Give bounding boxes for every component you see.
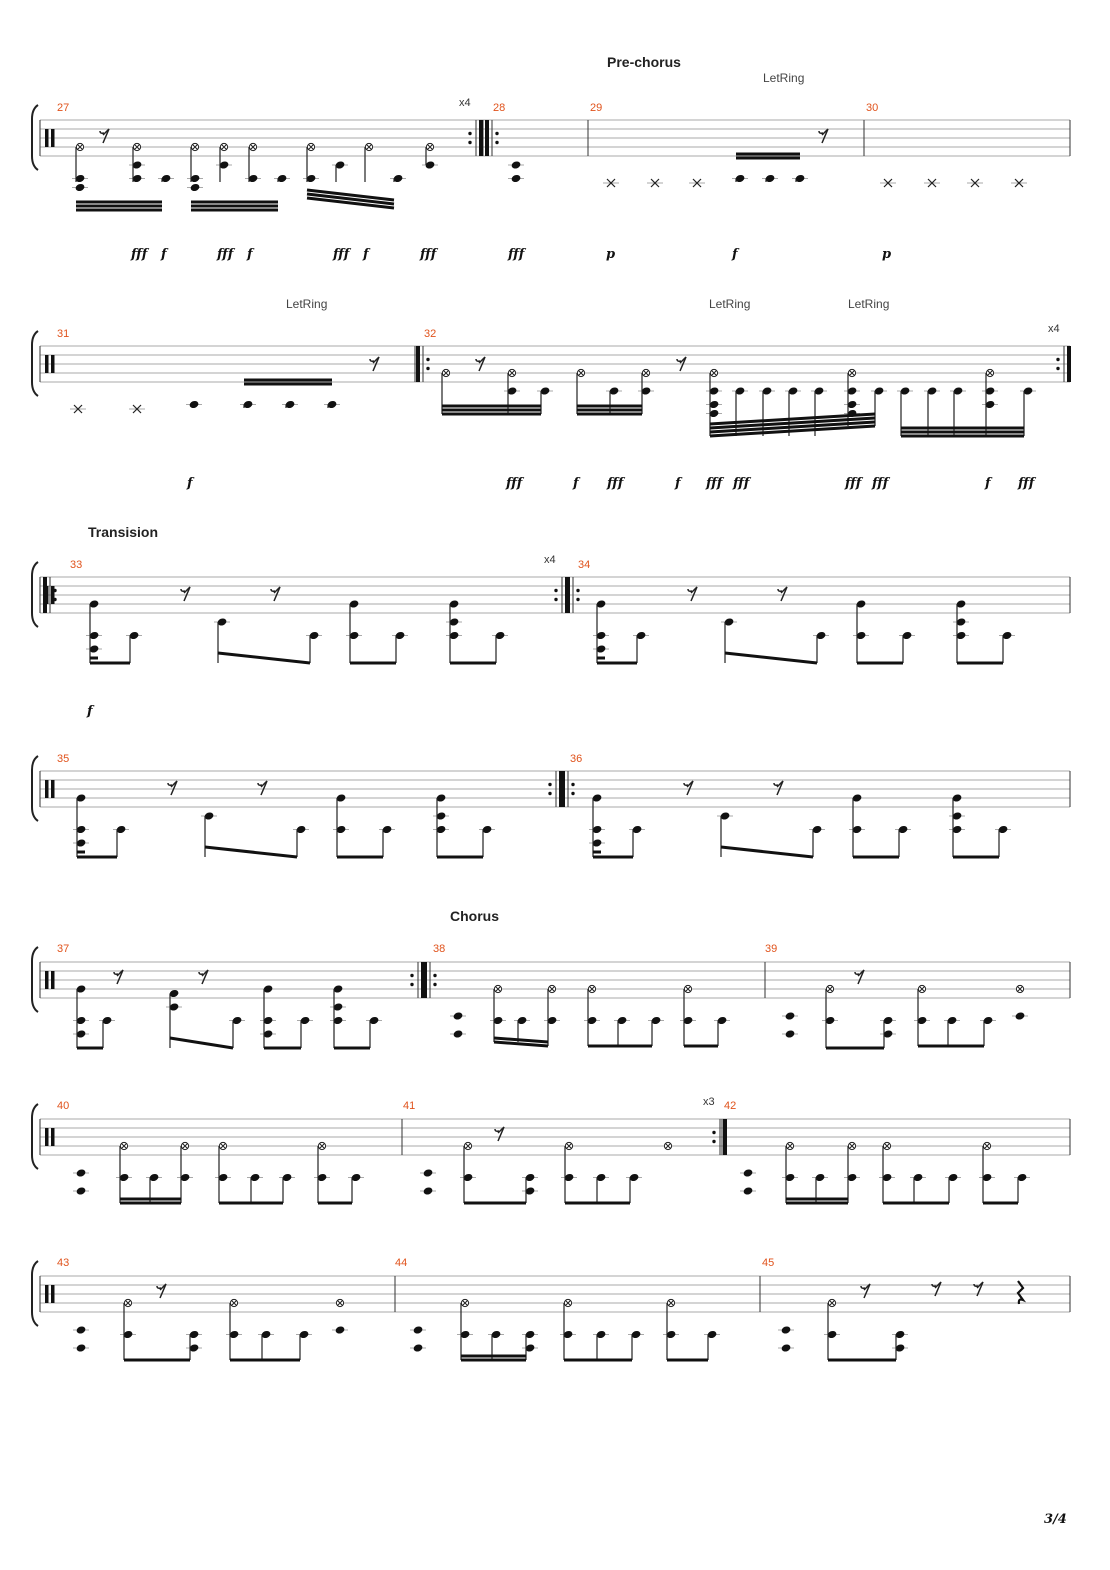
percussion-clef (45, 1285, 49, 1303)
dynamic-marking: fff (706, 476, 723, 491)
repeat-dot (576, 589, 579, 592)
repeat-dot (468, 132, 471, 135)
repeat-dot (712, 1140, 715, 1143)
repeat-thick-line (416, 346, 420, 382)
staff-system (32, 1104, 1070, 1169)
dynamic-marking: f (247, 247, 253, 262)
repeat-count: x4 (459, 97, 471, 109)
notehead (413, 1343, 424, 1352)
notehead (511, 160, 522, 169)
measure-number: 35 (57, 753, 70, 765)
repeat-count: x4 (1048, 323, 1060, 335)
notehead (423, 1186, 434, 1195)
system-bracket (32, 105, 38, 170)
sixteenth-rest (778, 587, 787, 601)
measure-number: 36 (570, 753, 583, 765)
dynamic-marking: p (882, 247, 892, 262)
dynamic-marking: fff (845, 476, 862, 491)
repeat-dot (53, 589, 56, 592)
notehead (76, 1168, 87, 1177)
dynamic-marking: fff (506, 476, 523, 491)
quarter-rest (1018, 1281, 1023, 1304)
system-bracket (32, 562, 38, 627)
measure-number: 44 (395, 1257, 408, 1269)
sixteenth-rest (774, 781, 783, 795)
dynamic-marking: f (732, 247, 738, 262)
dynamic-marking: f (573, 476, 579, 491)
repeat-dot (548, 792, 551, 795)
sixteenth-rest (199, 970, 208, 984)
percussion-clef (51, 586, 55, 604)
beam (721, 847, 813, 857)
staff-system (32, 562, 1070, 627)
measure-number: 33 (70, 559, 83, 571)
system-bracket (32, 331, 38, 396)
repeat-count: x4 (544, 554, 556, 566)
dynamics-row (130, 247, 891, 262)
page-number: 3/4 (1044, 1512, 1067, 1527)
staff-system (32, 947, 1070, 1012)
notehead (781, 1343, 792, 1352)
repeat-dot (712, 1131, 715, 1134)
repeat-count: x3 (703, 1096, 715, 1108)
measure-number: 31 (57, 328, 70, 340)
dynamic-marking: f (675, 476, 681, 491)
repeat-thick-line (423, 962, 427, 998)
measure-number: 29 (590, 102, 603, 114)
beam (205, 847, 297, 857)
letring-label: LetRing (848, 297, 890, 311)
dynamic-marking: fff (508, 247, 525, 262)
notes-layer (70, 129, 1036, 1360)
percussion-clef (45, 971, 49, 989)
notehead (75, 183, 86, 192)
repeat-dot (576, 598, 579, 601)
staff-system (32, 1261, 1070, 1326)
notehead (76, 1343, 87, 1352)
repeat-thick-line (43, 577, 47, 613)
sixteenth-rest (157, 1284, 166, 1298)
notehead (785, 1029, 796, 1038)
letring-label: LetRing (286, 297, 328, 311)
dynamic-marking: fff (872, 476, 889, 491)
notehead (335, 1325, 346, 1334)
measure-number: 27 (57, 102, 70, 114)
repeat-dot (433, 974, 436, 977)
repeat-dot (53, 598, 56, 601)
percussion-clef (51, 129, 55, 147)
notehead (785, 1011, 796, 1020)
repeat-dot (571, 792, 574, 795)
beam (170, 1038, 233, 1048)
measure-number: 45 (762, 1257, 775, 1269)
system-bracket (32, 756, 38, 821)
measure-number: 40 (57, 1100, 70, 1112)
section-title-chorus: Chorus (450, 908, 499, 924)
letring-label: LetRing (709, 297, 751, 311)
notehead (76, 1186, 87, 1195)
dynamic-marking: f (985, 476, 991, 491)
sixteenth-rest (861, 1284, 870, 1298)
percussion-clef (51, 780, 55, 798)
sixteenth-rest (258, 781, 267, 795)
repeat-thick-line (485, 120, 489, 156)
notehead (743, 1186, 754, 1195)
dynamic-marking: f (87, 704, 93, 719)
sixteenth-rest (688, 587, 697, 601)
notehead (743, 1168, 754, 1177)
repeat-dot (410, 983, 413, 986)
sixteenth-rest (168, 781, 177, 795)
dynamic-marking: fff (217, 247, 234, 262)
repeat-dot (410, 974, 413, 977)
repeat-thick-line (723, 1119, 727, 1155)
repeat-dot (554, 589, 557, 592)
dynamic-marking: fff (333, 247, 350, 262)
notehead (413, 1325, 424, 1334)
notehead (190, 183, 201, 192)
notehead (1015, 1011, 1026, 1020)
section-title-prechorus: Pre-chorus (607, 54, 681, 70)
repeat-thick-line (1067, 346, 1071, 382)
repeat-dot (571, 783, 574, 786)
system-bracket (32, 1104, 38, 1169)
notehead (189, 400, 200, 409)
measure-number: 43 (57, 1257, 70, 1269)
percussion-clef (45, 780, 49, 798)
percussion-clef (51, 355, 55, 373)
measure-number: 28 (493, 102, 506, 114)
sixteenth-rest (100, 129, 109, 143)
percussion-clef (51, 1128, 55, 1146)
dynamic-marking: f (161, 247, 167, 262)
sixteenth-rest (819, 129, 828, 143)
system-bracket (32, 1261, 38, 1326)
notehead (423, 1168, 434, 1177)
dynamic-marking: fff (420, 247, 437, 262)
notehead (76, 1325, 87, 1334)
beam (725, 653, 817, 663)
sixteenth-rest (495, 1127, 504, 1141)
dynamic-marking: fff (607, 476, 624, 491)
sixteenth-rest (271, 587, 280, 601)
notehead (453, 1011, 464, 1020)
sixteenth-rest (684, 781, 693, 795)
beam (218, 653, 310, 663)
notehead (453, 1029, 464, 1038)
repeat-thick-line (561, 771, 565, 807)
sixteenth-rest (114, 970, 123, 984)
repeat-dot (548, 783, 551, 786)
section-title-transition: Transision (88, 524, 159, 540)
repeat-dot (426, 367, 429, 370)
staff-system (32, 105, 1070, 170)
repeat-dot (554, 598, 557, 601)
sixteenth-rest (855, 970, 864, 984)
measure-numbers (57, 102, 878, 1269)
staff-system (32, 756, 1070, 821)
percussion-clef (51, 971, 55, 989)
percussion-clef (45, 129, 49, 147)
measure-number: 39 (765, 943, 778, 955)
measure-number: 32 (424, 328, 437, 340)
staff-system (32, 331, 1071, 396)
dynamic-marking: fff (733, 476, 750, 491)
notehead (781, 1325, 792, 1334)
letring-label: LetRing (763, 71, 805, 85)
measure-number: 38 (433, 943, 446, 955)
percussion-clef (51, 1285, 55, 1303)
repeat-thick-line (566, 577, 570, 613)
system-bracket (32, 947, 38, 1012)
dynamic-marking: p (606, 247, 616, 262)
measure-number: 42 (724, 1100, 737, 1112)
repeat-dot (433, 983, 436, 986)
repeat-dot (495, 141, 498, 144)
measure-number: 41 (403, 1100, 416, 1112)
repeat-dot (468, 141, 471, 144)
notehead (511, 174, 522, 183)
dynamics-row (186, 476, 1037, 491)
repeat-thick-line (479, 120, 483, 156)
dynamic-marking: fff (1018, 476, 1035, 491)
measure-number: 34 (578, 559, 591, 571)
measure-number: 30 (866, 102, 879, 114)
dynamic-marking: f (363, 247, 369, 262)
measure-number: 37 (57, 943, 70, 955)
percussion-clef (45, 1128, 49, 1146)
dynamic-marking: f (187, 476, 193, 491)
dynamic-marking: fff (131, 247, 148, 262)
repeat-dot (1056, 367, 1059, 370)
sixteenth-rest (181, 587, 190, 601)
repeat-dot (1056, 358, 1059, 361)
percussion-clef (45, 355, 49, 373)
repeat-dot (495, 132, 498, 135)
repeat-dot (426, 358, 429, 361)
